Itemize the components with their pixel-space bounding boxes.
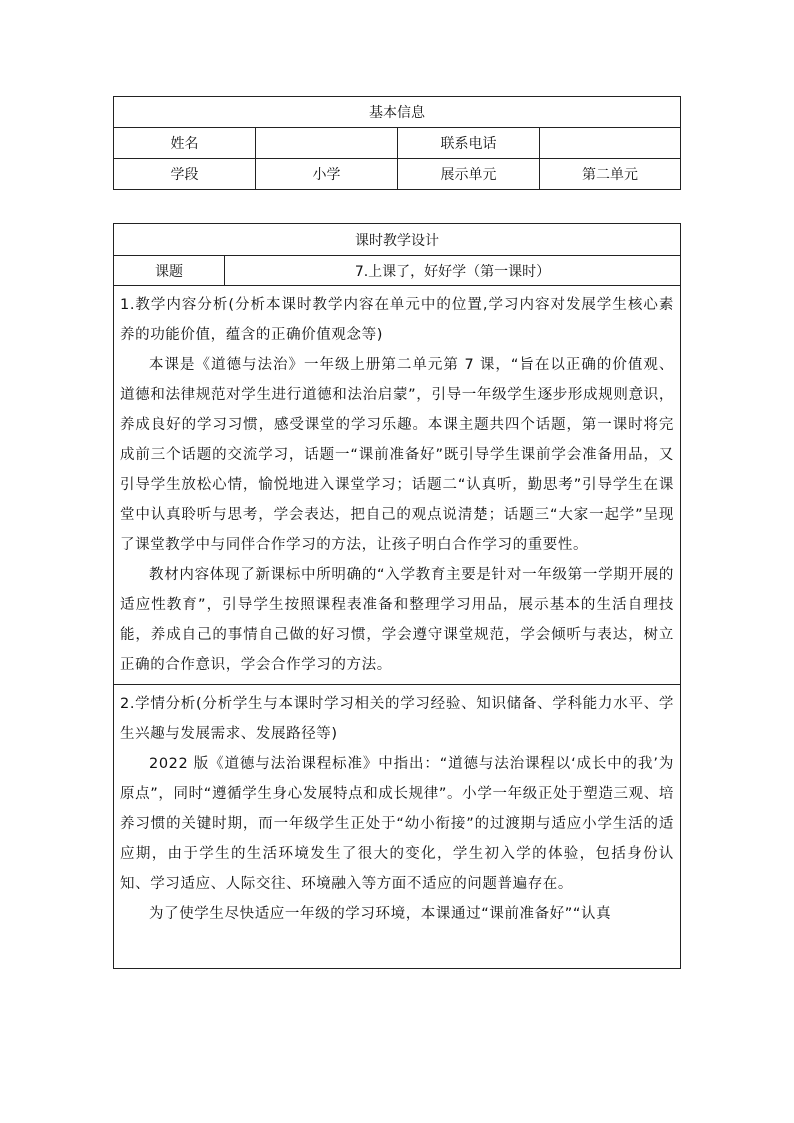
- student-analysis-section: [114, 685, 681, 969]
- content-analysis-paragraph: 教材内容体现了新课标中所明确的“入学教育主要是针对一年级第一学期开展的适应性教育”，引导学生按照课程表准备和整理学习用品，展示基本的生活自理技能，养成自己的事情自己做的好习惯，学会遵守课堂规范，学会倾听与表达，树立正确的合作意识，学会合作学习的方法。: [120, 567, 674, 673]
- basic-info-table: [113, 96, 681, 190]
- content-analysis-section: [114, 286, 681, 685]
- name-label: 姓名: [114, 128, 256, 159]
- design-title: 课时教学设计: [114, 224, 681, 256]
- stage-label: 学段: [114, 159, 256, 190]
- phone-value: [540, 128, 681, 159]
- content-analysis-paragraph: 本课是《道德与法治》一年级上册第二单元第 7 课，“旨在以正确的价值观、道德和法律规范对学生进行道德和法治启蒙”，引导一年级学生逐步形成规则意识，养成良好的学习习惯，感受课堂的学习乐趣。本课主题共四个话题，第一课时将完成前三个话题的交流学习，话题一“课前准备好”既引导学生课前学会准备用品，又引导学生放松心情，愉悦地进入课堂学习；话题二“认真听，勤思考”引导学生在课堂中认真聆听与思考，学会表达，把自己的观点说清楚；话题三“大家一起学”呈现了课堂教学中与同伴合作学习的方法，让孩子明白合作学习的重要性。: [120, 357, 674, 553]
- name-value: [256, 128, 398, 159]
- basic-info-title: 基本信息: [114, 97, 681, 128]
- phone-label: 联系电话: [398, 128, 540, 159]
- unit-label: 展示单元: [398, 159, 540, 190]
- student-analysis-paragraph: 为了使学生尽快适应一年级的学习环境，本课通过“课前准备好”“认真: [149, 906, 612, 922]
- topic-label: 课题: [114, 256, 225, 286]
- lesson-design-table: [113, 223, 681, 969]
- student-analysis-paragraph: 2022 版《道德与法治课程标准》中指出：“道德与法治课程以‘成长中的我’为原点”，同时“遵循学生身心发展特点和成长规律”。小学一年级正处于塑造三观、培养习惯的关键时期，而一年级学生正处于“幼小衔接”的过渡期与适应小学生活的适应期，由于学生的生活环境发生了很大的变化，学生初入学的体验，包括身份认知、学习适应、人际交往、环境融入等方面不适应的问题普遍存在。: [120, 756, 674, 892]
- stage-value: 小学: [256, 159, 398, 190]
- student-analysis-heading: 2.学情分析(分析学生与本课时学习相关的学习经验、知识储备、学科能力水平、学生兴趣与发展需求、发展路径等): [120, 696, 674, 742]
- unit-value: 第二单元: [540, 159, 681, 190]
- content-analysis-heading: 1.教学内容分析(分析本课时教学内容在单元中的位置,学习内容对发展学生核心素养的功能价值，蕴含的正确价值观念等): [120, 297, 674, 343]
- topic-value: 7.上课了，好好学（第一课时）: [225, 256, 681, 286]
